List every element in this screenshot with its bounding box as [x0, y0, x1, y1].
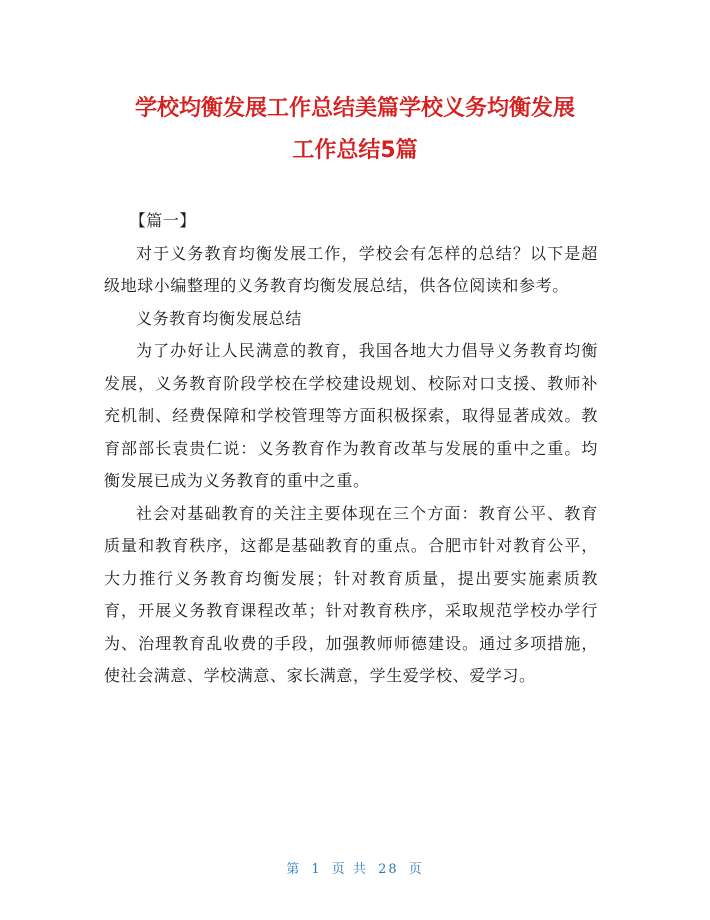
document-title — [100, 88, 610, 172]
document-body — [104, 205, 598, 693]
page-footer — [0, 858, 710, 877]
page-label-prefix: 第 — [286, 862, 302, 877]
current-page-number: 1 — [311, 862, 322, 877]
body-paragraph: 为了办好让人民满意的教育，我国各地大力倡导义务教育均衡发展，义务教育阶段学校在学校建设规划、校际对口支援、教师补充机制、经费保障和学校管理等方面积极探索，取得显著成效。教育部部长袁贵仁说：义务教育作为教育改革与发展的重中之重。均衡发展已成为义务教育的重中之重。 — [104, 341, 598, 490]
section-label: 【篇一】 — [129, 211, 196, 230]
body-paragraph: 社会对基础教育的关注主要体现在三个方面：教育公平、教育质量和教育秩序，这都是基础教育的重点。合肥市针对教育公平，大力推行义务教育均衡发展；针对教育质量，提出要实施素质教育，开展义务教育课程改革；针对教育秩序，采取规范学校办学行为、治理教育乱收费的手段，加强教师师德建设。通过多项措施，使社会满意、学校满意、家长满意，学生爱学校、爱学习。 — [104, 503, 598, 685]
intro-paragraph: 对于义务教育均衡发展工作，学校会有怎样的总结？以下是超级地球小编整理的义务教育均衡发展总结，供各位阅读和参考。 — [104, 243, 598, 295]
section-heading: 义务教育均衡发展总结 — [136, 308, 303, 328]
document-title-line-1: 学校均衡发展工作总结美篇学校义务均衡发展 — [134, 96, 575, 121]
total-pages-number: 28 — [378, 862, 399, 877]
page-label-suffix: 页 — [408, 862, 424, 877]
document-title-line-2: 工作总结5篇 — [292, 138, 418, 163]
page-label-mid: 页 共 — [331, 862, 368, 877]
